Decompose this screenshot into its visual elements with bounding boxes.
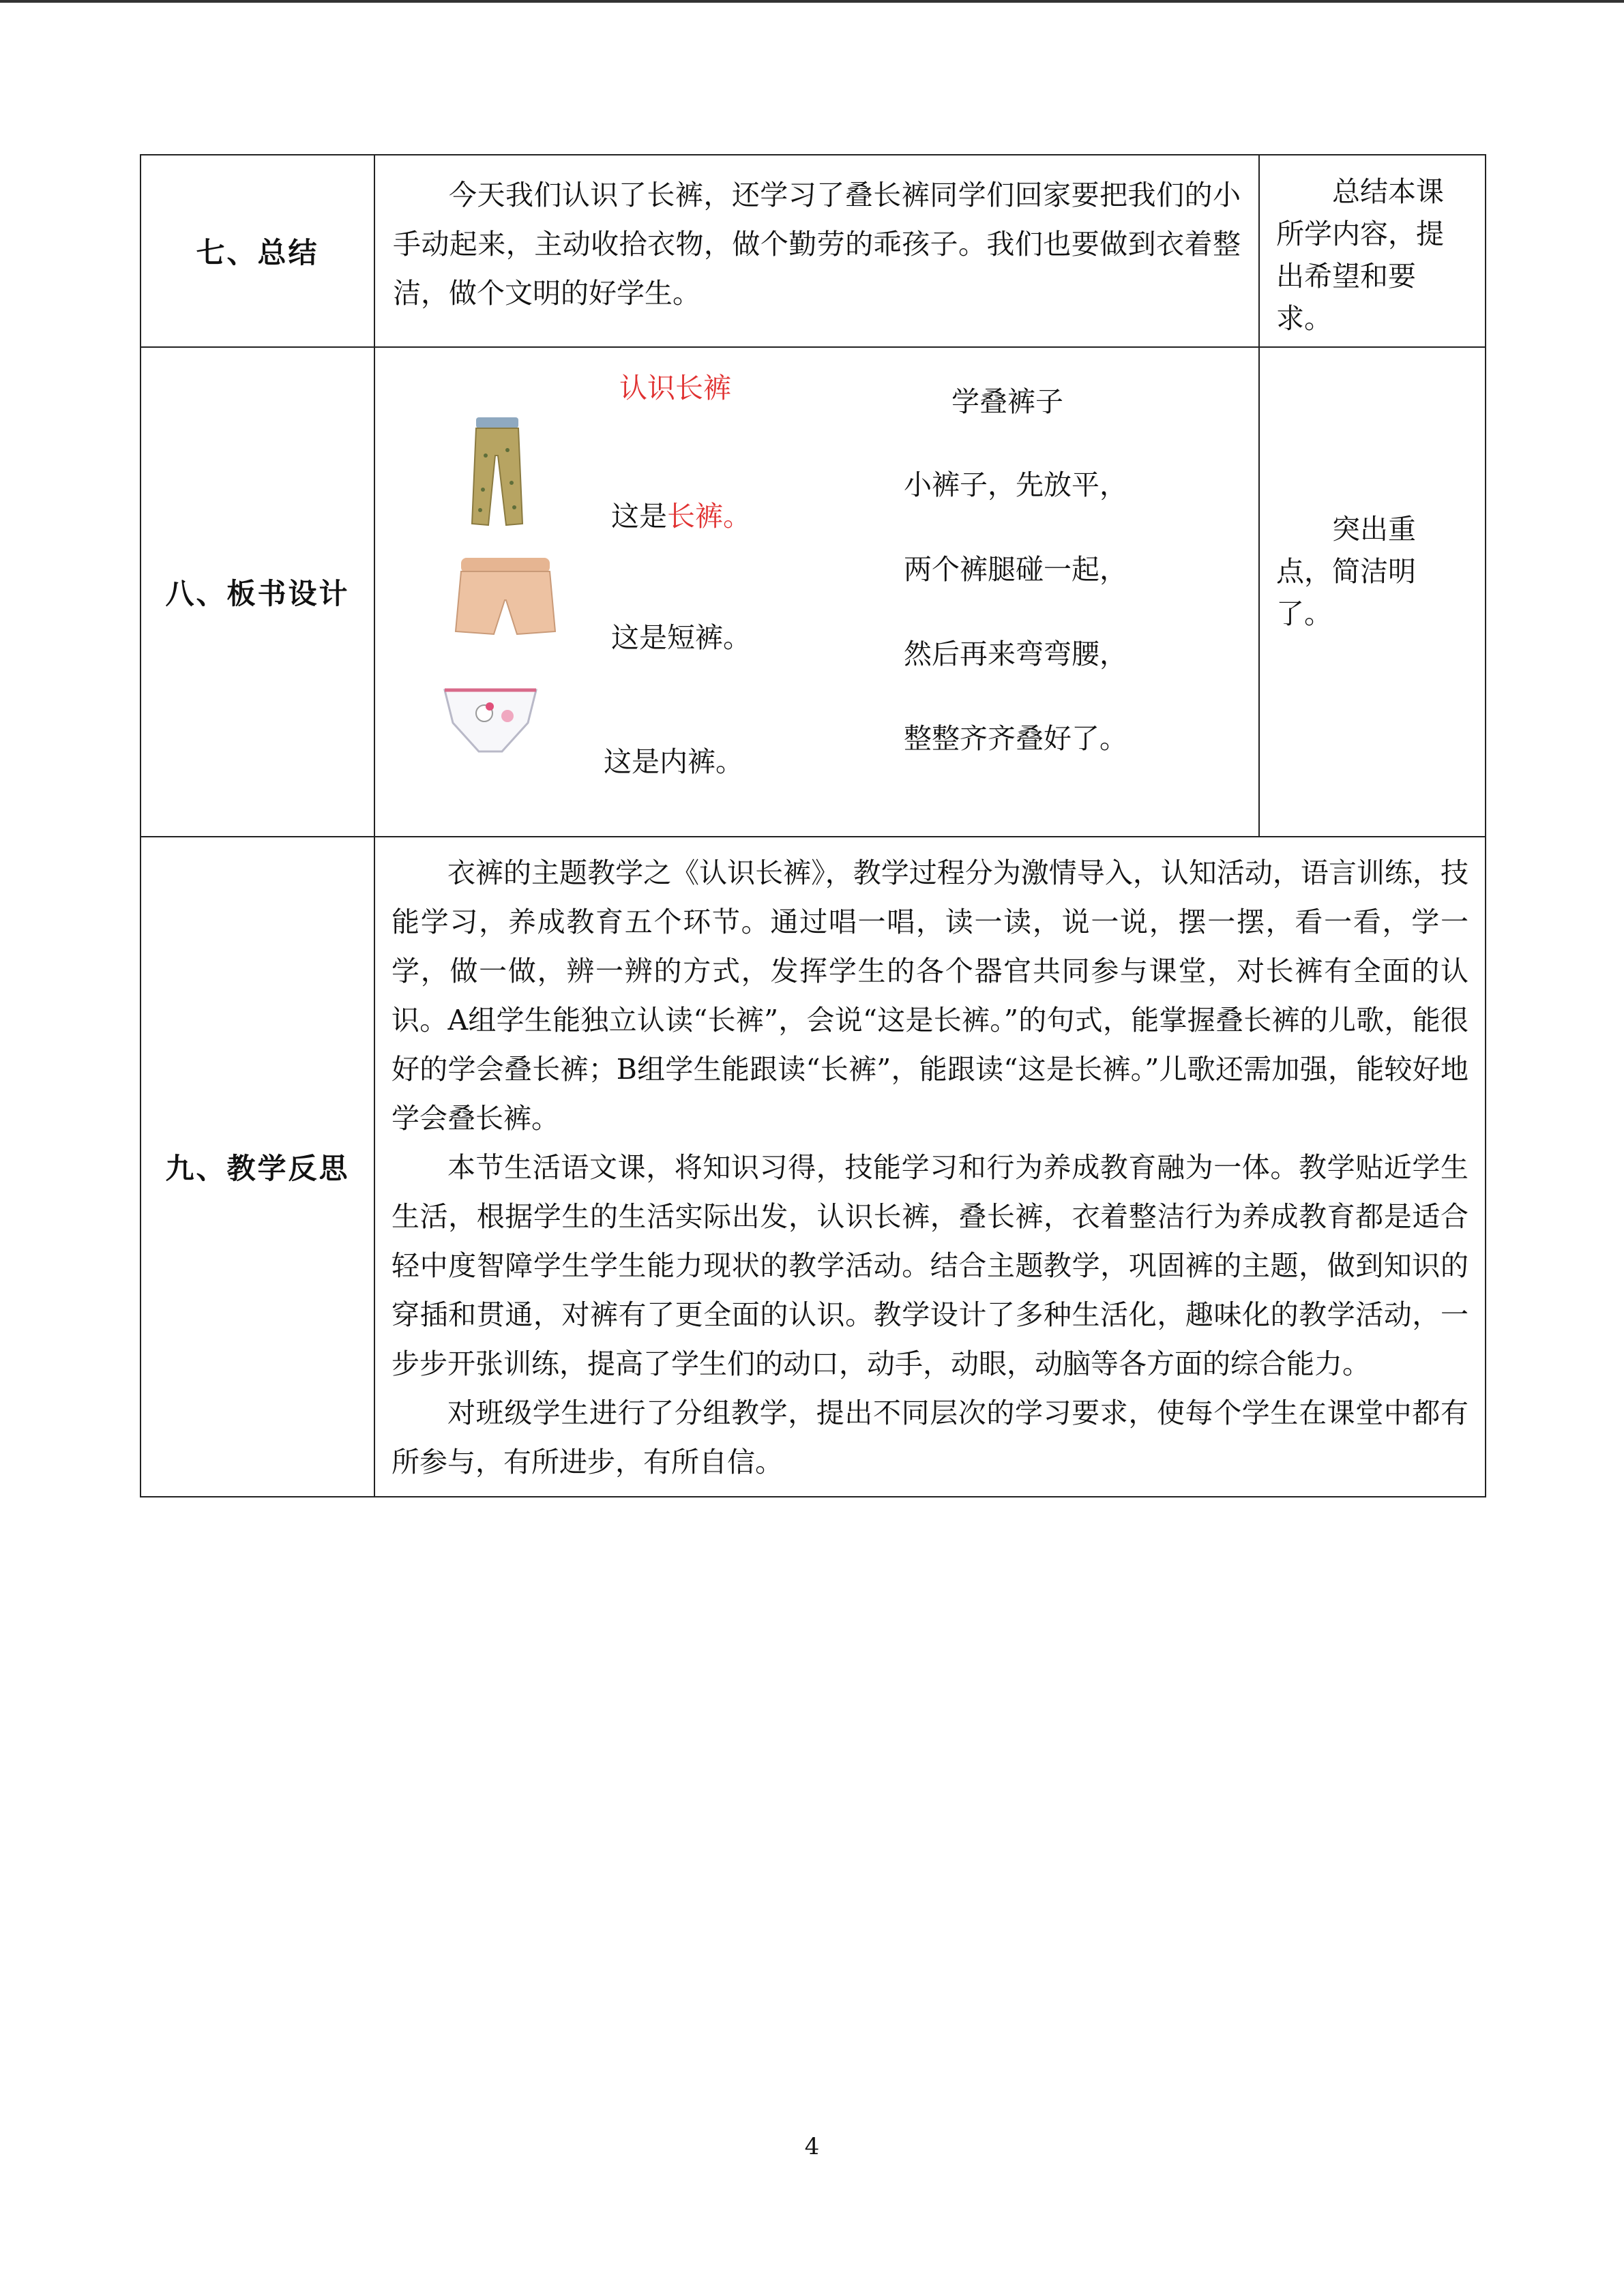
song-line-4: 整整齐齐叠好了。 [904, 722, 1127, 755]
underwear-image [439, 681, 542, 761]
reflection-row [141, 837, 1486, 1497]
reflection-paragraph-3: 对班级学生进行了分组教学，提出不同层次的学习要求，使每个学生在课堂中都有所参与，有所进步，有所自信。 [392, 1397, 1468, 1478]
board-note: 突出重点，简洁明了。 [1276, 513, 1416, 630]
pants-sentence [611, 494, 751, 534]
song-line-1: 小裤子，先放平， [904, 468, 1127, 501]
shorts-image [452, 552, 559, 641]
pants-word: 长裤。 [667, 500, 751, 533]
summary-content-cell [374, 155, 1259, 347]
board-layout [375, 348, 1260, 795]
summary-note: 总结本课所学内容，提出希望和要求。 [1276, 175, 1444, 335]
summary-note-cell [1259, 155, 1486, 347]
underwear-sentence: 这是内裤。 [604, 745, 743, 778]
reflection-content-cell [374, 837, 1486, 1497]
board-left-title: 认识长裤 [619, 372, 731, 404]
board-note-cell [1259, 347, 1486, 837]
top-border-line [0, 0, 1624, 3]
reflection-label: 九、教学反思 [141, 837, 374, 1497]
reflection-paragraph-1: 衣裤的主题教学之《认识长裤》，教学过程分为激情导入，认知活动，语言训练，技能学习，养成教育五个环节。通过唱一唱，读一读，说一说，摆一摆，看一看，学一学，做一做，辨一辨的方式，发挥学生的各个器官共同参与课堂，对长裤有全面的认识。A组学生能独立认读“长裤”，会说“这是长裤。”的句式，能掌握叠长裤的儿歌，能很好的学会叠长裤；B组学生能跟读“长裤”，能跟读“这是长裤。”儿歌还需加强，能较好地学会叠长裤。 [392, 856, 1468, 1135]
summary-text: 今天我们认识了长裤，还学习了叠长裤同学们回家要把我们的小手动起来，主动收拾衣物，做个勤劳的乖孩子。我们也要做到衣着整洁，做个文明的好学生。 [393, 179, 1241, 310]
summary-row [141, 155, 1486, 347]
song-line-3: 然后再来弯弯腰， [904, 638, 1127, 670]
long-pants-image [467, 415, 528, 531]
board-design-content-cell [374, 347, 1259, 837]
board-design-row [141, 347, 1486, 837]
pants-prefix: 这是 [611, 500, 667, 533]
page-number: 4 [804, 2133, 820, 2160]
board-design-label: 八、板书设计 [141, 347, 374, 837]
lesson-plan-table [140, 154, 1486, 1497]
board-right-title: 学叠裤子 [951, 385, 1063, 418]
shorts-sentence: 这是短裤。 [611, 621, 751, 654]
song-line-2: 两个裤腿碰一起， [904, 553, 1127, 586]
summary-label: 七、总结 [141, 155, 374, 347]
reflection-paragraph-2: 本节生活语文课，将知识习得，技能学习和行为养成教育融为一体。教学贴近学生生活，根据学生的生活实际出发，认识长裤，叠长裤，衣着整洁行为养成教育都是适合轻中度智障学生学生能力现状的教学活动。结合主题教学，巩固裤的主题，做到知识的穿插和贯通，对裤有了更全面的认识。教学设计了多种生活化，趣味化的教学活动，一步步开张训练，提高了学生们的动口，动手，动眼，动脑等各方面的综合能力。 [392, 1151, 1468, 1380]
